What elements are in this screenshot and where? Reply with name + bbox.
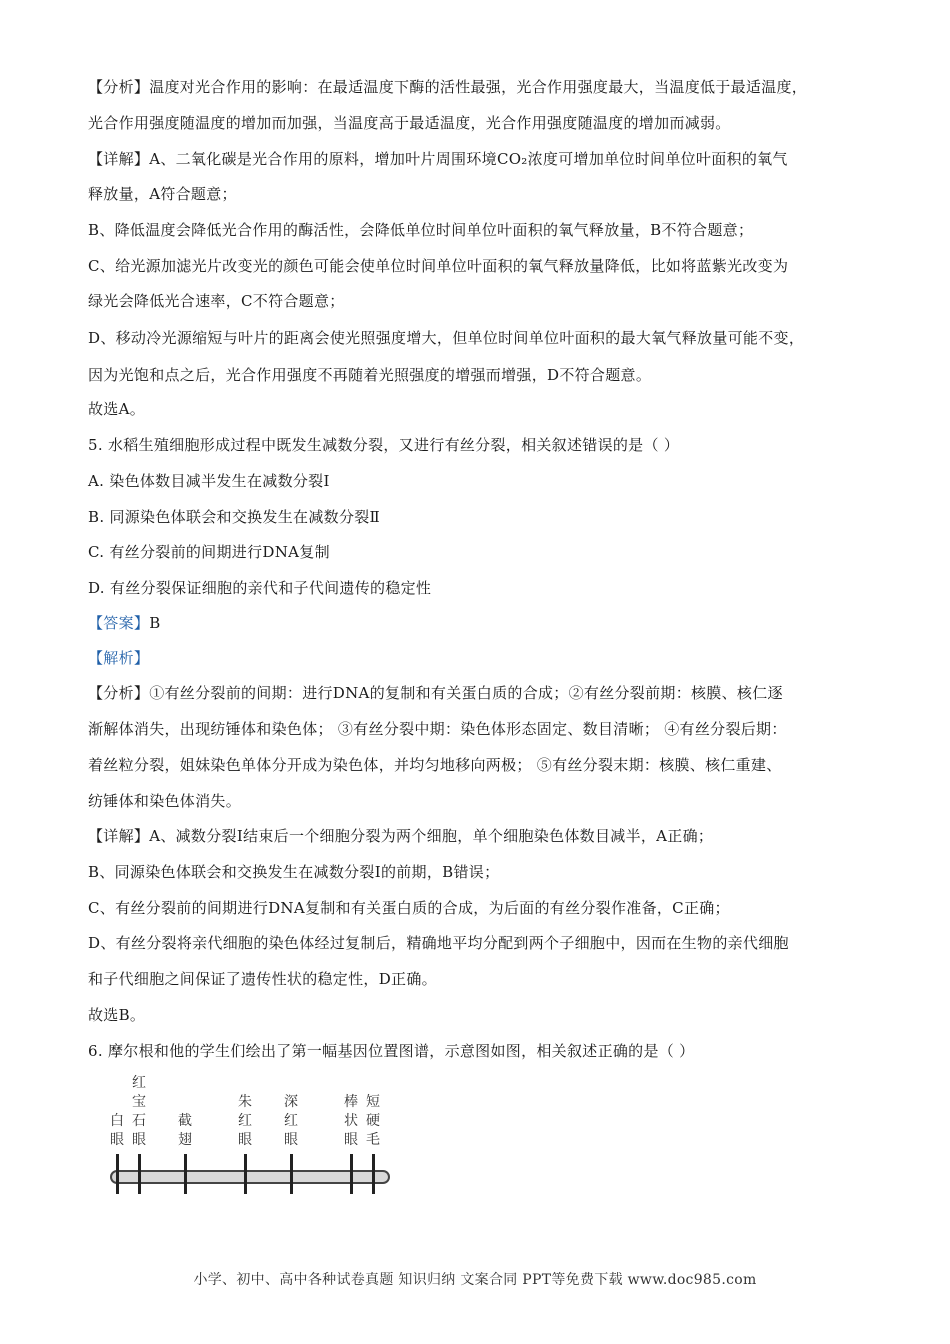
line-text: 6. 摩尔根和他的学生们绘出了第一幅基因位置图谱，示意图如图，相关叙述正确的是（ ）: [88, 1042, 695, 1060]
text-line: [88, 76, 870, 98]
gene-map-figure: [105, 1075, 395, 1190]
line-text: 5. 水稻生殖细胞形成过程中既发生减数分裂，又进行有丝分裂，相关叙述错误的是（ ）: [88, 436, 680, 454]
line-text: 光合作用强度随温度的增加而加强，当温度高于最适温度，光合作用强度随温度的增加而减弱。: [88, 114, 731, 132]
gene-locus-tick: [372, 1154, 375, 1194]
text-line: [88, 825, 870, 847]
text-line: [88, 861, 870, 883]
text-line: [88, 754, 870, 776]
section-tag: 【分析】: [88, 78, 150, 96]
line-text: B、同源染色体联会和交换发生在减数分裂I的前期，B错误；: [88, 863, 500, 881]
text-line: [88, 1040, 870, 1062]
section-tag: 【详解】: [88, 827, 150, 845]
text-line: [88, 148, 870, 170]
line-text: D. 有丝分裂保证细胞的亲代和子代间遗传的稳定性: [88, 579, 432, 597]
line-text: 故选B。: [88, 1006, 146, 1024]
text-line: [88, 470, 870, 492]
text-line: [88, 183, 870, 205]
line-text: A、二氧化碳是光合作用的原料，增加叶片周围环境CO₂浓度可增加单位时间单位叶面积的氧气: [149, 150, 788, 168]
line-text: 因为光饱和点之后，光合作用强度不再随着光照强度的增强而增强，D不符合题意。: [88, 366, 652, 384]
line-text: 释放量，A符合题意；: [88, 185, 237, 203]
line-text: D、有丝分裂将亲代细胞的染色体经过复制后，精确地平均分配到两个子细胞中，因而在生物的亲代细胞: [88, 934, 789, 952]
line-text: B、降低温度会降低光合作用的酶活性，会降低单位时间单位叶面积的氧气释放量，B不符合题意；: [88, 221, 754, 239]
text-line: [88, 327, 870, 349]
line-text: C、给光源加滤光片改变光的颜色可能会使单位时间单位叶面积的氧气释放量降低，比如将蓝紫光改变为: [88, 257, 789, 275]
line-text: C. 有丝分裂前的间期进行DNA复制: [88, 543, 330, 561]
text-line: [88, 290, 870, 312]
gene-locus-tick: [184, 1154, 187, 1194]
gene-label: 白眼: [110, 1113, 124, 1148]
line-text: 和子代细胞之间保证了遗传性状的稳定性，D正确。: [88, 970, 437, 988]
line-text: 渐解体消失，出现纺锤体和染色体； ③有丝分裂中期：染色体形态固定、数目清晰； ④有丝分裂后期：: [88, 720, 787, 738]
line-text: 绿光会降低光合速率，C不符合题意；: [88, 292, 345, 310]
text-line: [88, 577, 870, 599]
section-tag: 【解析】: [88, 649, 150, 667]
text-line: [88, 1004, 870, 1026]
gene-label: 朱红眼: [238, 1094, 252, 1148]
section-tag: 【详解】: [88, 150, 150, 168]
line-text: B: [149, 614, 161, 632]
text-line: [88, 506, 870, 528]
text-line: [88, 434, 870, 456]
gene-label: 短硬毛: [366, 1094, 380, 1148]
line-text: A、减数分裂I结束后一个细胞分裂为两个细胞，单个细胞染色体数目减半，A正确；: [149, 827, 714, 845]
text-line: [88, 255, 870, 277]
section-tag: 【分析】: [88, 684, 150, 702]
chromosome-bar: [110, 1170, 390, 1184]
text-line: [88, 718, 870, 740]
text-line: [88, 398, 870, 420]
gene-locus-tick: [244, 1154, 247, 1194]
page-footer: 小学、初中、高中各种试卷真题 知识归纳 文案合同 PPT等免费下载 www.doc985.com: [193, 1272, 757, 1288]
text-line: [88, 968, 870, 990]
line-text: 着丝粒分裂，姐妹染色单体分开成为染色体，并均匀地移向两极； ⑤有丝分裂末期：核膜、核仁重建、: [88, 756, 782, 774]
text-line: [88, 112, 870, 134]
text-line: [88, 897, 870, 919]
line-text: ①有丝分裂前的间期：进行DNA的复制和有关蛋白质的合成；②有丝分裂前期：核膜、核仁逐: [149, 684, 783, 702]
gene-label: 截翅: [178, 1113, 192, 1148]
line-text: D、移动冷光源缩短与叶片的距离会使光照强度增大，但单位时间单位叶面积的最大氧气释放量可能不变，: [88, 329, 805, 347]
text-line: [88, 612, 870, 634]
text-line: [88, 647, 870, 669]
line-text: 温度对光合作用的影响：在最适温度下酶的活性最强，光合作用强度最大，当温度低于最适温度，: [149, 78, 808, 96]
gene-label: 深红眼: [284, 1094, 298, 1148]
line-text: 纺锤体和染色体消失。: [88, 792, 242, 810]
gene-locus-tick: [138, 1154, 141, 1194]
gene-locus-tick: [290, 1154, 293, 1194]
line-text: A. 染色体数目减半发生在减数分裂Ⅰ: [88, 472, 330, 490]
text-line: [88, 364, 870, 386]
gene-locus-tick: [116, 1154, 119, 1194]
gene-locus-tick: [350, 1154, 353, 1194]
gene-label: 棒状眼: [344, 1094, 358, 1148]
gene-label: 红宝石眼: [132, 1075, 146, 1148]
line-text: C、有丝分裂前的间期进行DNA复制和有关蛋白质的合成，为后面的有丝分裂作准备，C正确；: [88, 899, 730, 917]
text-line: [88, 682, 870, 704]
text-line: [88, 219, 870, 241]
text-line: [88, 790, 870, 812]
text-line: [88, 541, 870, 563]
text-line: [88, 932, 870, 954]
line-text: 故选A。: [88, 400, 146, 418]
line-text: B. 同源染色体联会和交换发生在减数分裂Ⅱ: [88, 508, 381, 526]
section-tag: 【答案】: [88, 614, 150, 632]
